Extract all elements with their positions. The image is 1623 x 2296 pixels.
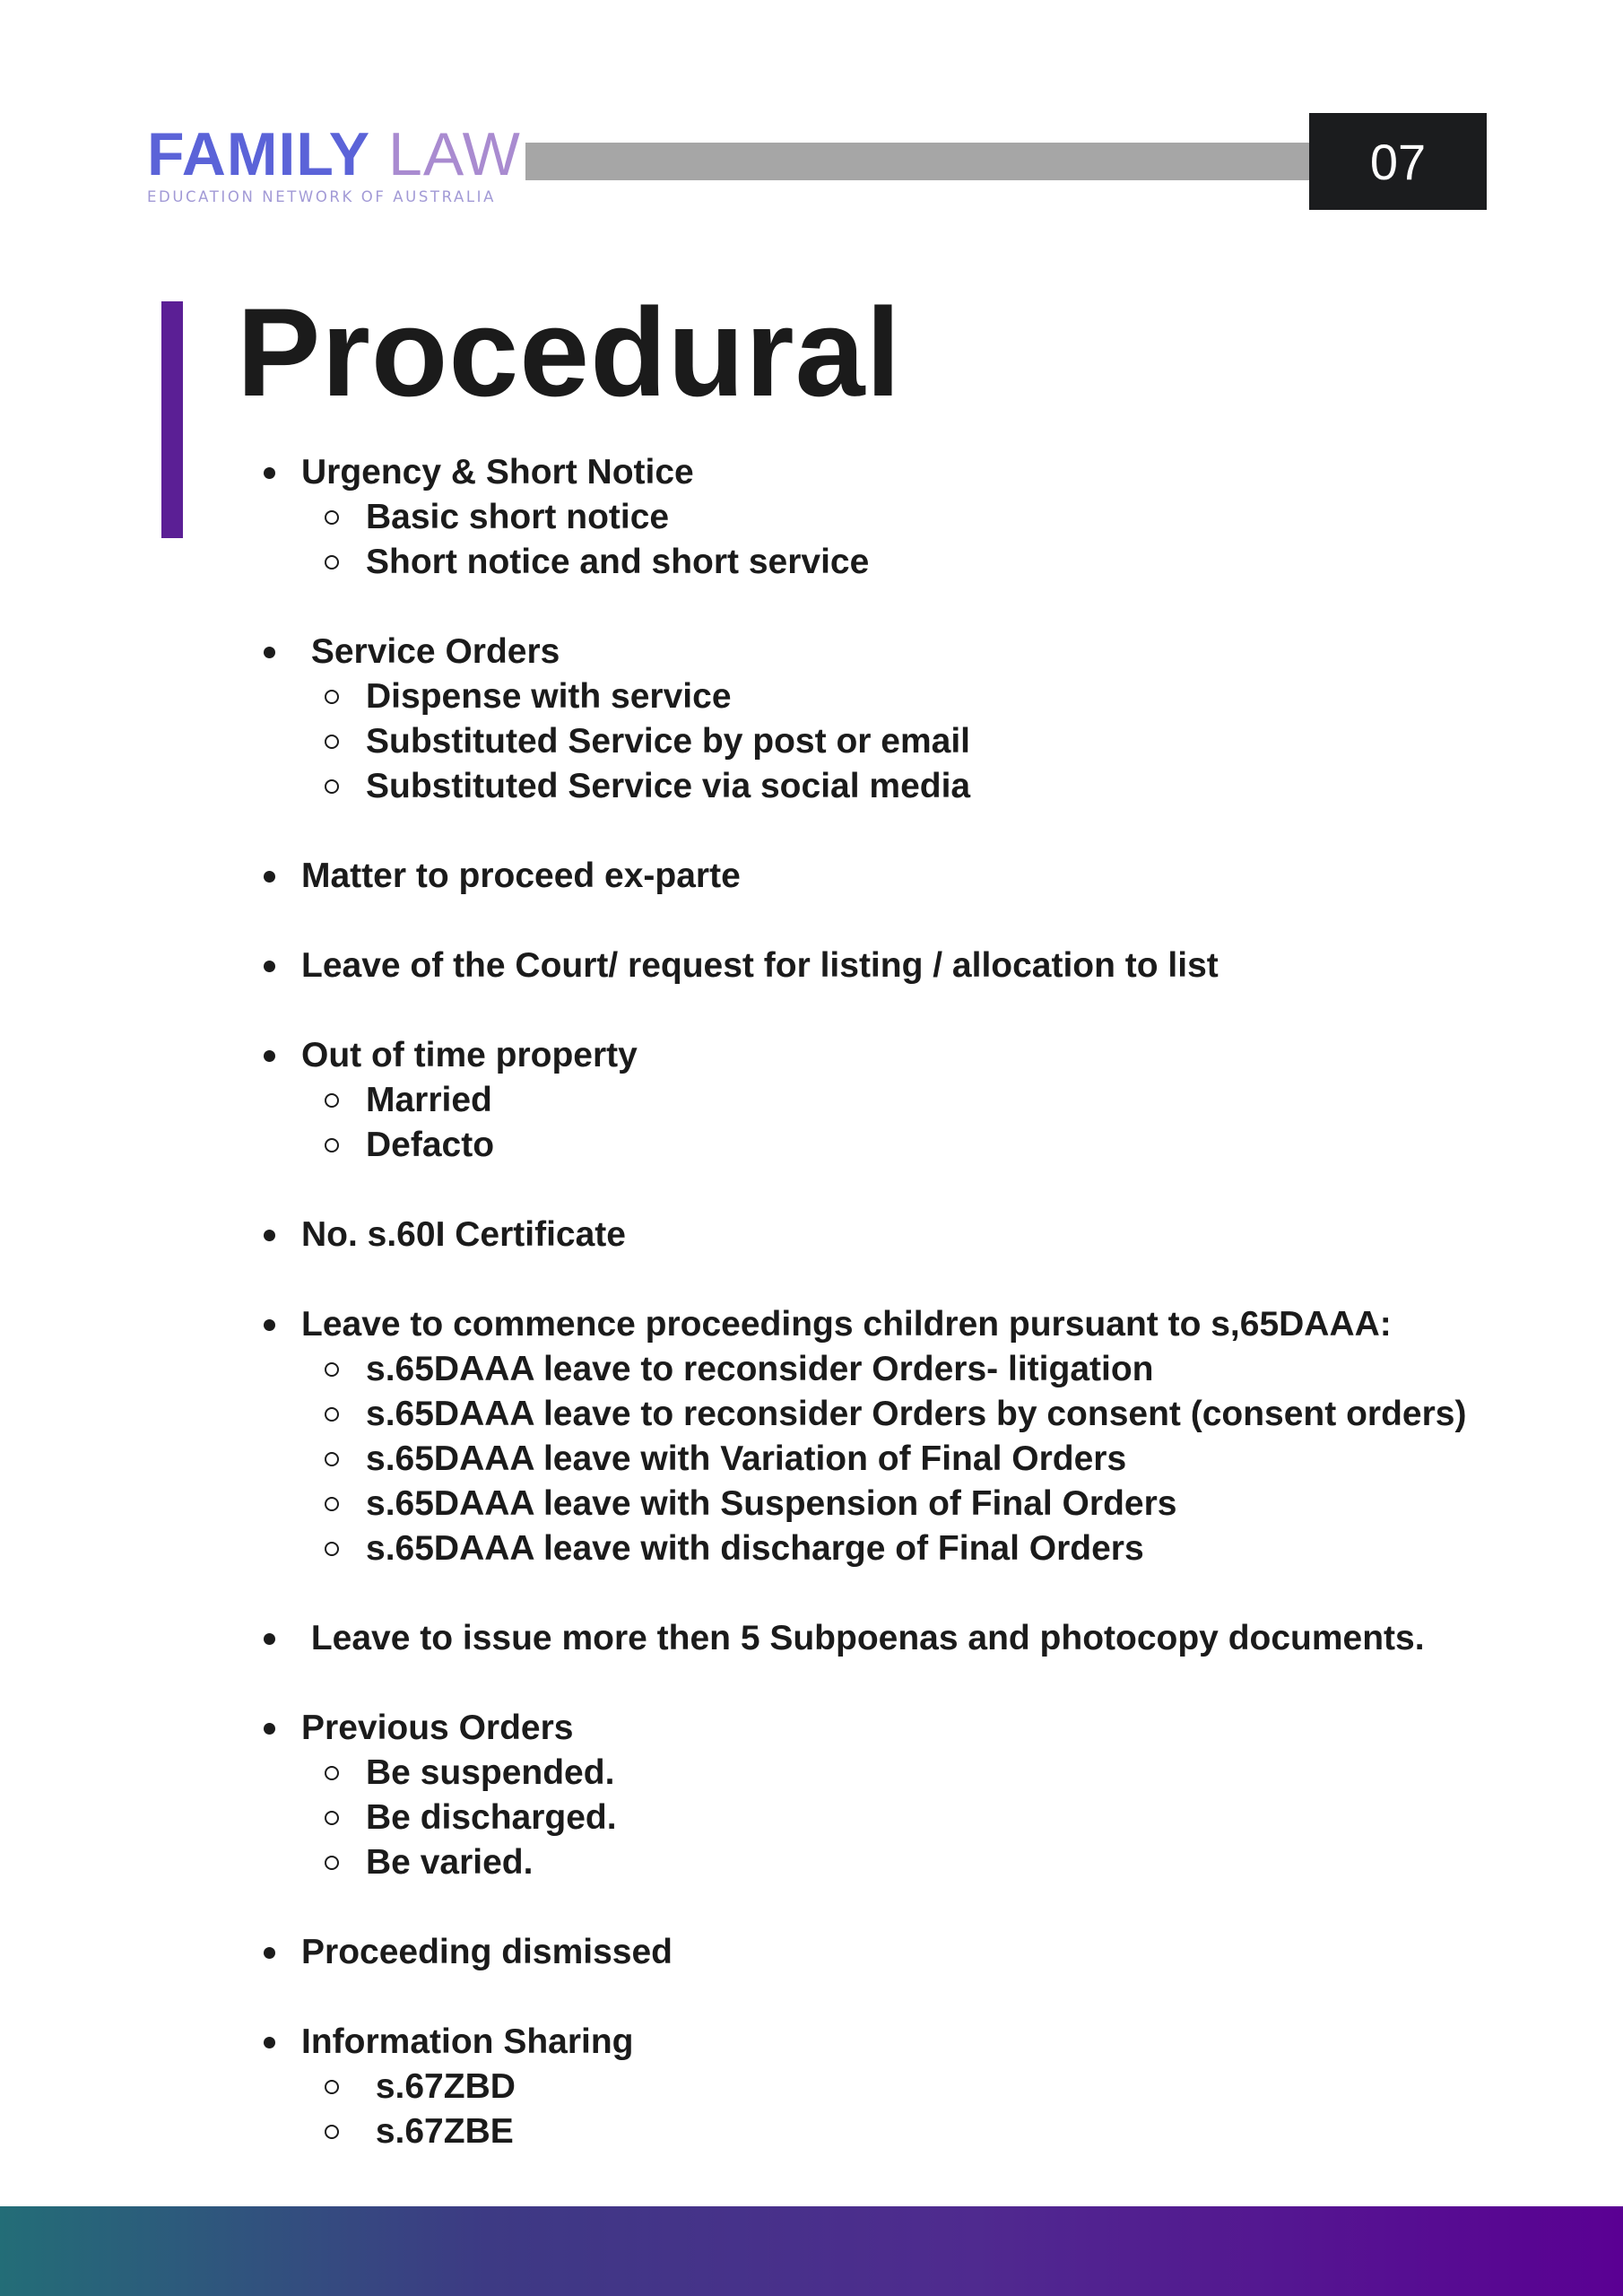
list-item-label: Leave of the Court/ request for listing / allocation to list: [301, 946, 1219, 985]
page-title: Procedural: [237, 282, 902, 422]
sub-list-item-label: s.67ZBE: [366, 2112, 514, 2151]
sub-list-item: [256, 674, 1584, 719]
hollow-bullet-icon: [325, 690, 339, 704]
logo-wordmark: [147, 120, 521, 188]
sub-list-item: [256, 1482, 1584, 1526]
header-divider-bar: [525, 143, 1309, 180]
sub-list-item: [256, 540, 1584, 585]
sub-list-item-label: s.67ZBD: [366, 2067, 516, 2106]
list-item-label: Out of time property: [301, 1036, 638, 1074]
sub-list-item: [256, 764, 1584, 809]
sub-list-item: [256, 1437, 1584, 1482]
bullet-icon: [264, 1947, 275, 1959]
procedural-list: [256, 450, 1584, 2154]
hollow-bullet-icon: [325, 2125, 339, 2139]
hollow-bullet-icon: [325, 1452, 339, 1466]
bullet-icon: [264, 1319, 275, 1331]
list-item-label: Leave to issue more then 5 Subpoenas and photocopy documents.: [301, 1619, 1425, 1657]
list-item-label: Service Orders: [301, 632, 560, 671]
hollow-bullet-icon: [325, 1542, 339, 1556]
hollow-bullet-icon: [325, 1766, 339, 1780]
hollow-bullet-icon: [325, 735, 339, 749]
list-item: [256, 1302, 1584, 1571]
list-item-label: Information Sharing: [301, 2022, 634, 2061]
logo-family-text: FAMILY: [147, 120, 371, 188]
page-number: 07: [1309, 113, 1487, 210]
list-item-label: Previous Orders: [301, 1709, 574, 1747]
sub-list-item-label: s.65DAAA leave to reconsider Orders by consent (consent orders): [366, 1395, 1467, 1433]
bullet-icon: [264, 1050, 275, 1062]
sub-list-item-label: Substituted Service by post or email: [366, 722, 971, 761]
bullet-icon: [264, 1633, 275, 1645]
title-accent-bar: [161, 301, 183, 538]
list-item: [256, 944, 1584, 988]
list-item: [256, 1213, 1584, 1257]
hollow-bullet-icon: [325, 1497, 339, 1511]
hollow-bullet-icon: [325, 1407, 339, 1422]
sub-list-item-label: s.65DAAA leave with Variation of Final Orders: [366, 1439, 1127, 1478]
bullet-icon: [264, 2037, 275, 2048]
list-item-label: Leave to commence proceedings children pursuant to s,65DAAA:: [301, 1305, 1392, 1344]
list-item: [256, 1033, 1584, 1168]
footer-gradient-band: [0, 2206, 1623, 2296]
bullet-icon: [264, 647, 275, 658]
bullet-icon: [264, 1723, 275, 1735]
hollow-bullet-icon: [325, 510, 339, 525]
list-item: [256, 854, 1584, 899]
sub-list-item: [256, 495, 1584, 540]
bullet-icon: [264, 871, 275, 883]
hollow-bullet-icon: [325, 1811, 339, 1825]
sub-list-item: [256, 1796, 1584, 1840]
bullet-icon: [264, 467, 275, 479]
sub-list-item: [256, 2109, 1584, 2154]
sub-list-item: [256, 1123, 1584, 1168]
sub-list-item-label: Dispense with service: [366, 677, 732, 716]
sub-list-item-label: Be suspended.: [366, 1753, 615, 1792]
sub-list-item: [256, 1751, 1584, 1796]
bullet-icon: [264, 1230, 275, 1241]
list-item: [256, 1706, 1584, 1885]
sub-list-item-label: Basic short notice: [366, 498, 670, 536]
sub-list-item-label: Substituted Service via social media: [366, 767, 971, 805]
sub-list-item-label: s.65DAAA leave with discharge of Final Orders: [366, 1529, 1144, 1568]
list-item: [256, 2020, 1584, 2154]
hollow-bullet-icon: [325, 1138, 339, 1152]
bullet-icon: [264, 961, 275, 972]
sub-list-item-label: Be varied.: [366, 1843, 534, 1882]
sub-list-item: [256, 1526, 1584, 1571]
sub-list-item-label: Defacto: [366, 1126, 495, 1164]
list-item-label: Urgency & Short Notice: [301, 453, 694, 491]
sub-list-item: [256, 2065, 1584, 2109]
hollow-bullet-icon: [325, 1093, 339, 1108]
logo-law-text: LAW: [388, 120, 521, 188]
hollow-bullet-icon: [325, 779, 339, 794]
list-item: [256, 1930, 1584, 1975]
list-item-label: Proceeding dismissed: [301, 1933, 673, 1971]
sub-list-item-label: s.65DAAA leave with Suspension of Final Orders: [366, 1484, 1177, 1523]
list-item: [256, 1616, 1584, 1661]
list-item: [256, 630, 1584, 809]
list-item-label: No. s.60I Certificate: [301, 1215, 626, 1254]
sub-list-item-label: Married: [366, 1081, 492, 1119]
sub-list-item: [256, 1840, 1584, 1885]
sub-list-item-label: s.65DAAA leave to reconsider Orders- litigation: [366, 1350, 1154, 1388]
list-item-label: Matter to proceed ex-parte: [301, 857, 741, 895]
list-item: [256, 450, 1584, 585]
sub-list-item: [256, 1078, 1584, 1123]
logo-subtitle: EDUCATION NETWORK OF AUSTRALIA: [147, 188, 497, 205]
hollow-bullet-icon: [325, 2080, 339, 2094]
sub-list-item: [256, 719, 1584, 764]
sub-list-item: [256, 1392, 1584, 1437]
sub-list-item: [256, 1347, 1584, 1392]
hollow-bullet-icon: [325, 1362, 339, 1377]
hollow-bullet-icon: [325, 555, 339, 570]
sub-list-item-label: Be discharged.: [366, 1798, 617, 1837]
hollow-bullet-icon: [325, 1856, 339, 1870]
family-law-logo: [147, 120, 521, 205]
sub-list-item-label: Short notice and short service: [366, 543, 870, 581]
